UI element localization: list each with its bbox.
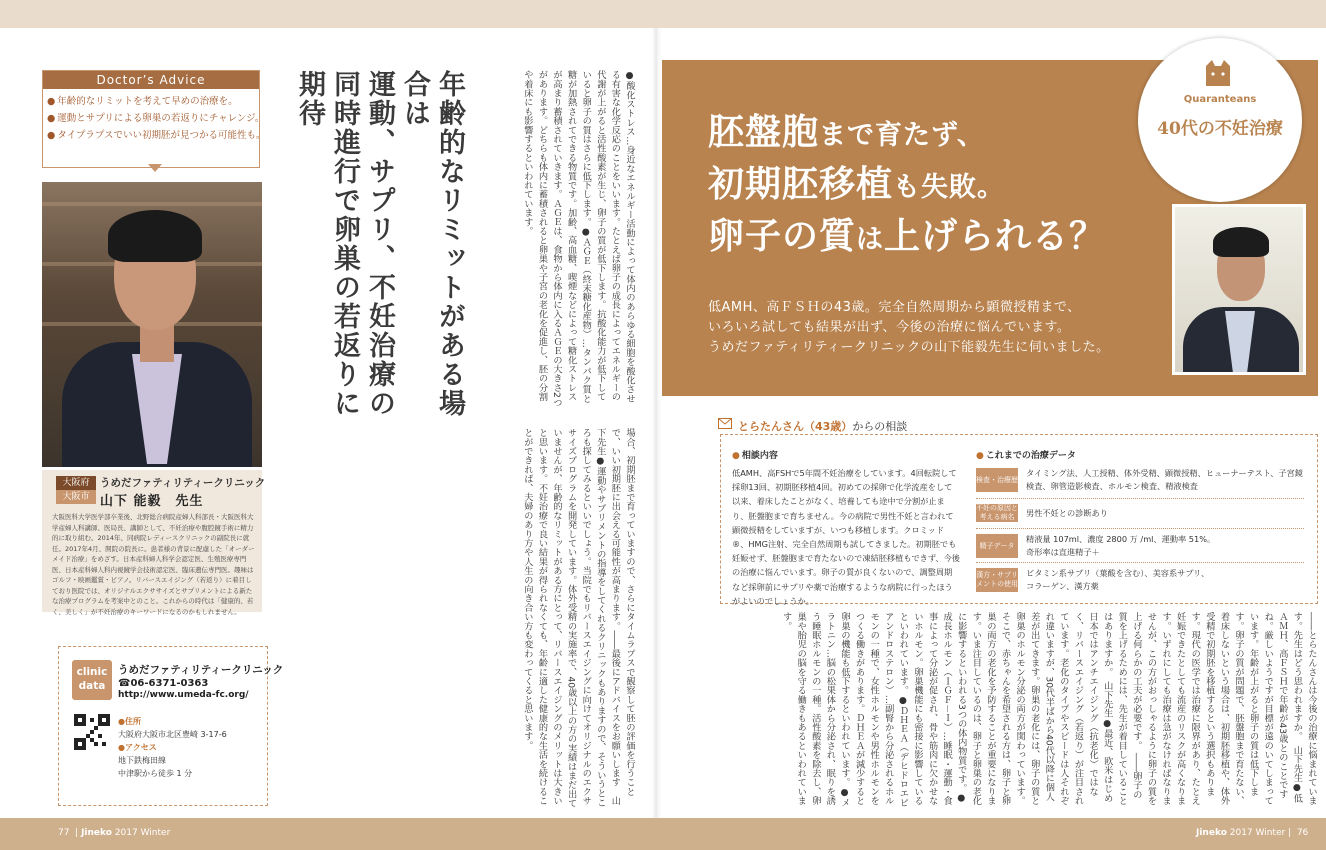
clinic-url[interactable]: http://www.umeda-fc.org/	[118, 690, 249, 700]
page-number-right: 76	[1296, 828, 1309, 838]
title-emphasis: 上げられる	[884, 216, 1070, 257]
clinic-name: うめだファティリティークリニック	[118, 664, 284, 676]
data-row-label: 検査・治療歴	[976, 468, 1018, 492]
left-body-upper	[416, 70, 636, 410]
series-badge-jp: 40代の不妊治療	[1157, 119, 1283, 139]
consult-content: 低AMH、高FSHで5年間不妊治療をしています。4回転院して採卵13回、初期胚移植4回。初めての採卵で化学流産をして以来、着床したことがなく、培養しても途中で分割が止まり、胚盤胞まで育ちません。今の病院で男性不妊と言われて顕微授精をしていますが、いつも移植します。クロミッド®、HMG注射、完全自然周期も試してきました。初期胚でも妊娠せず、胚盤胞まで育たないので凍結胚移植もできず、今後の治療に悩んでいます。卵子の質が良くないので、調整周期など採卵前にサプリや薬で治療するような病院に行ったほうがよいのでしょうか。	[732, 468, 960, 606]
magazine-name-left: Jineko	[81, 828, 112, 838]
doctor-clinic-name: うめだファティリティークリニック	[100, 477, 266, 489]
row-divider	[976, 498, 1304, 499]
data-row-value: タイミング法、人工授精、体外受精、顕微授精、ヒューナーテスト、子宮鏡検査、卵管造影検査、ホルモン検査、精液検査	[1026, 468, 1303, 491]
clinic-phone: ☎06-6371-0363	[118, 678, 209, 689]
access-label: ●アクセス	[118, 743, 157, 752]
prefecture-tag: 大阪府	[56, 476, 96, 490]
title-emphasis: 卵子の質	[708, 216, 857, 257]
body-paragraph: 場合、初期胚まで育っていますので、さらにタイムラプスで観察して胚の評価を行うことで、いい初期胚に出会える可能性が高まります。――最後にアドバイスをお願いします 山下先生●運動やサプリメントの指導をしてくれるクリニックもありますので、そういうところも探してみるといいでしょう。当院でもリバースエイジングに向けてオリジナルのエクササイズプログラムを開発しています。体外受精の実施率で、40歳以上の方の実績はまだ出ていませんが、年齢的なリミットがある方にとって、リバースエイジングのメリットは大きいと思います。不妊治療で良い結果が得られなくても、年齢に適した健康的な生活を続けることができれば、夫婦のあり方や人生の向き合い方も変わってくると思います。	[521, 428, 635, 808]
title-line-2	[708, 156, 1005, 207]
doctor-hair	[1213, 227, 1269, 257]
intro-line: うめだファティリティークリニックの山下能毅先生に伺いました。	[708, 340, 1110, 355]
content-heading: ● 相談内容	[732, 448, 778, 461]
bottom-band	[0, 818, 1326, 850]
advice-item: ● タイプラプスでいい初期胚が見つかる可能性も。	[47, 127, 259, 144]
title-text: も失敗。	[893, 172, 1006, 203]
envelope-icon	[718, 418, 732, 429]
title-text: まで育たず、	[819, 120, 985, 151]
doctors-advice-box	[42, 70, 266, 168]
headline-line: 年齢的なリミットがある場合は	[399, 70, 465, 418]
data-row-label: 精子データ	[976, 534, 1018, 558]
address-value: 大阪府大阪市北区豊崎 3-17-6	[118, 730, 227, 739]
cat-icon	[1203, 60, 1233, 86]
doctor-portrait-small	[1172, 204, 1306, 375]
intro-line: 低AMH、高ＦＳＨの43歳。完全自然周期から顕微授精まで、	[708, 300, 1081, 315]
title-emphasis: 初期胚移植	[708, 164, 894, 205]
doctor-hair	[108, 210, 202, 262]
title-text: ？	[1069, 216, 1107, 257]
left-body-lower	[290, 428, 636, 808]
advice-item: ● 運動とサプリによる卵巣の若返りにチャレンジ。	[47, 110, 259, 127]
data-row-value: ビタミン系サプリ（葉酸を含む）、美容系サプリ、 コラーゲン、漢方薬	[1026, 568, 1210, 591]
issue-season-right: 2017 Winter	[1229, 828, 1286, 838]
advice-list	[47, 93, 266, 144]
data-row-value: 精液量 107ml、濃度 2800 万 /ml、運動率 51%。 奇形率は直進精子＋	[1026, 534, 1216, 557]
headline-line: 運動、サプリ、不妊治療の	[364, 70, 395, 418]
page-gutter	[652, 28, 662, 818]
consult-suffix: からの相談	[852, 420, 908, 433]
body-paragraph: ――とらたんさんは今後の治療に悩まれています。先生はどう思われますか。 山下先生●低ＡＭＨ、高ＦＳＨで年齢が43歳とのことですね。厳しいようですが目標が遠のいてしまっています。年齢が上がると卵子の質は低下します。卵子の質が問題で、胚盤胞まで育たない、着床しないという場合は、初期胚移植や、体外受精で初期胚を移植するという選択もあります。現代の医学では治療に限界があり、たとえ妊娠できたとしても流産のリスクが高くなります。いずれにしても治療は急がなければなりませんが、この方がおっしゃるように卵子の質を上げる何らかの工夫が必要です。	[1130, 612, 1317, 806]
title-emphasis: 胚盤胞	[708, 112, 820, 153]
title-line-3	[708, 208, 1106, 259]
asker-name: とらたんさん（43歳）	[738, 420, 853, 433]
top-band	[0, 0, 1326, 28]
title-line-1	[708, 104, 985, 155]
intro-line: いろいろ試しても結果が出ず、今後の治療に悩んでいます。	[708, 320, 1071, 335]
row-divider	[976, 562, 1304, 563]
right-body	[720, 612, 1318, 808]
title-text: は	[856, 224, 885, 255]
page-number-left: 77	[58, 828, 70, 838]
bookshelf	[42, 202, 262, 206]
headline-line: 同時進行で卵巣の若返りに期待	[294, 70, 360, 418]
access-line-2: 中津駅から徒歩 1 分	[118, 769, 193, 778]
doctor-bio: 大阪医科大学医学部卒業後、北野総合病院産婦人科部長・大阪医科大学産婦人科講師、医局長、講師として、不妊治療や腹腔鏡手術に精力的に取り組む。2014年、同病院レディースクリニックの副院長に就任。2017年4月、開院の院長に。患者様の背景に配慮した「オーダーメイド治療」をめざす。日本産科婦人科学会認定医、生殖医療専門医、日本産科婦人科内視鏡学会技術認定医、臨床遺伝専門医。趣味はゴルフ・映画鑑賞・ピアノ。リバースエイジング（若返り）に着目しており医院では、オリジナルエクササイズとサプリメントによる新たな治療プログラムを考案中とのこと。これからの時代は「健康的、若く、美しく」が不妊治療のキーワードになるのかもしれません。	[52, 513, 255, 616]
doctor-portrait-photo	[42, 182, 262, 467]
advice-heading: Doctor’s Advice	[43, 71, 259, 89]
address-label: ●住所	[118, 717, 141, 726]
issue-season-left: 2017 Winter	[114, 828, 171, 838]
data-row-label: 漢方・サプリメントの使用	[976, 568, 1018, 592]
advice-item: ● 年齢的なリミットを考えて早めの治療を。	[47, 93, 259, 110]
magazine-name-right: Jineko	[1196, 828, 1227, 838]
folio-left: 77 | Jineko 2017 Winter	[58, 828, 171, 838]
consult-title	[738, 418, 907, 434]
access-line-1: 地下鉄梅田線	[118, 756, 166, 765]
city-tag: 大阪市	[56, 490, 96, 504]
data-heading: ● これまでの治療データ	[976, 448, 1076, 461]
qr-code	[74, 714, 110, 750]
series-badge-en: Quaranteans	[1183, 94, 1257, 105]
clinic-data-badge: clinic data	[72, 660, 112, 700]
row-divider	[976, 528, 1304, 529]
data-row-value: 男性不妊との診断あり	[1026, 508, 1108, 518]
folio-right: Jineko 2017 Winter | 76	[1196, 828, 1309, 838]
advice-pointer	[148, 164, 162, 172]
body-paragraph: ●酸化ストレス…身近なエネルギー活動によって体内のあらゆる細胞を酸化させる有害な化学反応のことをいいます。たとえば卵子の成長によってエネルギーの代謝が上がると活性酸素が生じ、卵子の質が低下します。抗酸化能力が低下していると卵子の質はさらに低下します。●ＡＧＥ（終末糖化産物）…タンパク質と糖が加熱されてできる物質です。加齢、高血糖、喫煙などによって糖化ストレスが高まり蓄積されていきます。ＡＧＥは、食物から体内に入るＡＧＥの大きさ2つがあります。どちらも体内に蓄積されると卵巣や子宮の老化を促進し、胚の分割や着床にも影響するといわれています。	[521, 70, 635, 408]
doctor-name: 山下 能毅 先生	[100, 494, 204, 509]
body-paragraph: ――卵子の質を上げるためには、先生が着目していることはありますか。 山下先生●最近、欧米はじめ日本ではアンチエイジング（抗老化）ではなく、リバースエイジング（若返り）が注目されています。老化のタイプやスピードは人それぞれ違いますが、30代半ばから40代以降に個人差が出てきます。卵巣の老化には、卵子の質と卵巣のホルモン分泌の両方が関わっています。そこで、赤ちゃんを希望される方は、卵子と卵巣の両方の老化を予防することが重要になります。いま注目しているのは、卵子と卵巣の老化に影響するといわれる3つの体内物質です。●成長ホルモン（ＩＧＦ－Ｉ）…睡眠・運動・食事によって分泌が促され、骨や筋肉に欠かせないホルモン。卵巣機能にも密接に影響しているといわれています。●ＤＨＥＡ（デヒドロエピアンドロステロン）…副腎から分泌されるホルモンの一種で、女性ホルモンや男性ホルモンをつくる働きがあります。ＤＨＥＡが減少すると卵巣の機能も低下するといわれています。●メラトニン…脳の松果体から分泌され、眠りを誘う睡眠ホルモンの一種。活性酸素を除去し、卵巣や胎児の脳を守る働きもあるといわれています。	[780, 612, 1142, 807]
data-row-label: 不妊の原因と考える病名	[976, 504, 1018, 521]
